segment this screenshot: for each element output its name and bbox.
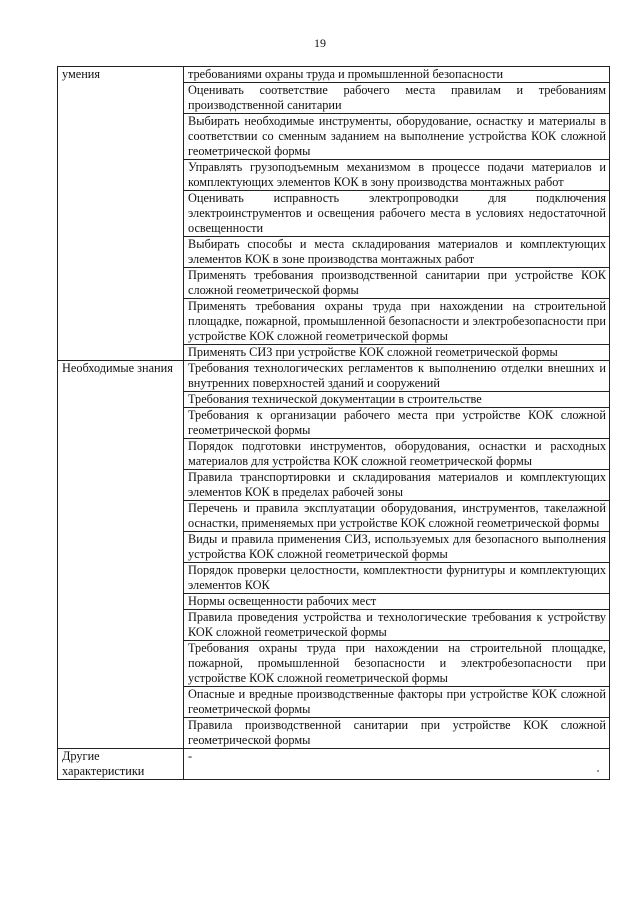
requirement-item: Требования технической документации в строительстве bbox=[184, 392, 610, 408]
requirement-item: Применять СИЗ при устройстве КОК сложной геометрической формы bbox=[184, 345, 610, 361]
requirement-item: Правила производственной санитарии при устройстве КОК сложной геометрической формы bbox=[184, 718, 610, 749]
requirement-item: Порядок проверки целостности, комплектности фурнитуры и комплектующих элементов КОК bbox=[184, 563, 610, 594]
requirement-item: Правила проведения устройства и технологические требования к устройству КОК сложной геометрической формы bbox=[184, 610, 610, 641]
requirement-item: Оценивать соответствие рабочего места правилам и требованиям производственной санитарии bbox=[184, 83, 610, 114]
requirement-item: Требования к организации рабочего места при устройстве КОК сложной геометрической формы bbox=[184, 408, 610, 439]
page-number: 19 bbox=[314, 36, 326, 50]
scan-artifact-dot bbox=[597, 770, 599, 772]
requirement-item: Перечень и правила эксплуатации оборудования, инструментов, такелажной оснастки, применяемых при устройстве КОК сложной геометрической формы bbox=[184, 501, 610, 532]
requirement-item: Требования охраны труда при нахождении на строительной площадке, пожарной, промышленной безопасности и электробезопасности при устройстве КОК сложной геометрической формы bbox=[184, 641, 610, 687]
requirement-item: Требования технологических регламентов к выполнению отделки внешних и внутренних поверхностей зданий и сооружений bbox=[184, 361, 610, 392]
requirement-item: Управлять грузоподъемным механизмом в процессе подачи материалов и комплектующих элементов КОК в зону производства монтажных работ bbox=[184, 160, 610, 191]
section-label: умения bbox=[58, 67, 184, 361]
requirement-item: Порядок подготовки инструментов, оборудования, оснастки и расходных материалов для устройства КОК сложной геометрической формы bbox=[184, 439, 610, 470]
requirement-item: Выбирать необходимые инструменты, оборудование, оснастку и материалы в соответствии со сменным заданием на выполнение устройства КОК сложной геометрической формы bbox=[184, 114, 610, 160]
requirement-item: Правила транспортировки и складирования материалов и комплектующих элементов КОК в пределах рабочей зоны bbox=[184, 470, 610, 501]
table-row bbox=[58, 67, 610, 83]
requirement-item: - bbox=[184, 749, 610, 780]
section-label: Другие характеристики bbox=[58, 749, 184, 780]
table-body bbox=[58, 67, 610, 780]
requirement-item: Виды и правила применения СИЗ, используемых для безопасного выполнения устройства КОК сложной геометрической формы bbox=[184, 532, 610, 563]
requirement-item: Нормы освещенности рабочих мест bbox=[184, 594, 610, 610]
qualification-table bbox=[57, 66, 610, 780]
table-row bbox=[58, 749, 610, 780]
requirement-item: Применять требования производственной санитарии при устройстве КОК сложной геометрической формы bbox=[184, 268, 610, 299]
requirement-item: требованиями охраны труда и промышленной безопасности bbox=[184, 67, 610, 83]
table-row bbox=[58, 361, 610, 392]
requirement-item: Применять требования охраны труда при нахождении на строительной площадке, пожарной, промышленной безопасности и электробезопасности при устройстве КОК сложной геометрической формы bbox=[184, 299, 610, 345]
requirement-item: Оценивать исправность электропроводки для подключения электроинструментов и освещения рабочего места в условиях недостаточной освещенности bbox=[184, 191, 610, 237]
section-label: Необходимые знания bbox=[58, 361, 184, 749]
requirement-item: Выбирать способы и места складирования материалов и комплектующих элементов КОК в зоне производства монтажных работ bbox=[184, 237, 610, 268]
requirement-item: Опасные и вредные производственные факторы при устройстве КОК сложной геометрической формы bbox=[184, 687, 610, 718]
